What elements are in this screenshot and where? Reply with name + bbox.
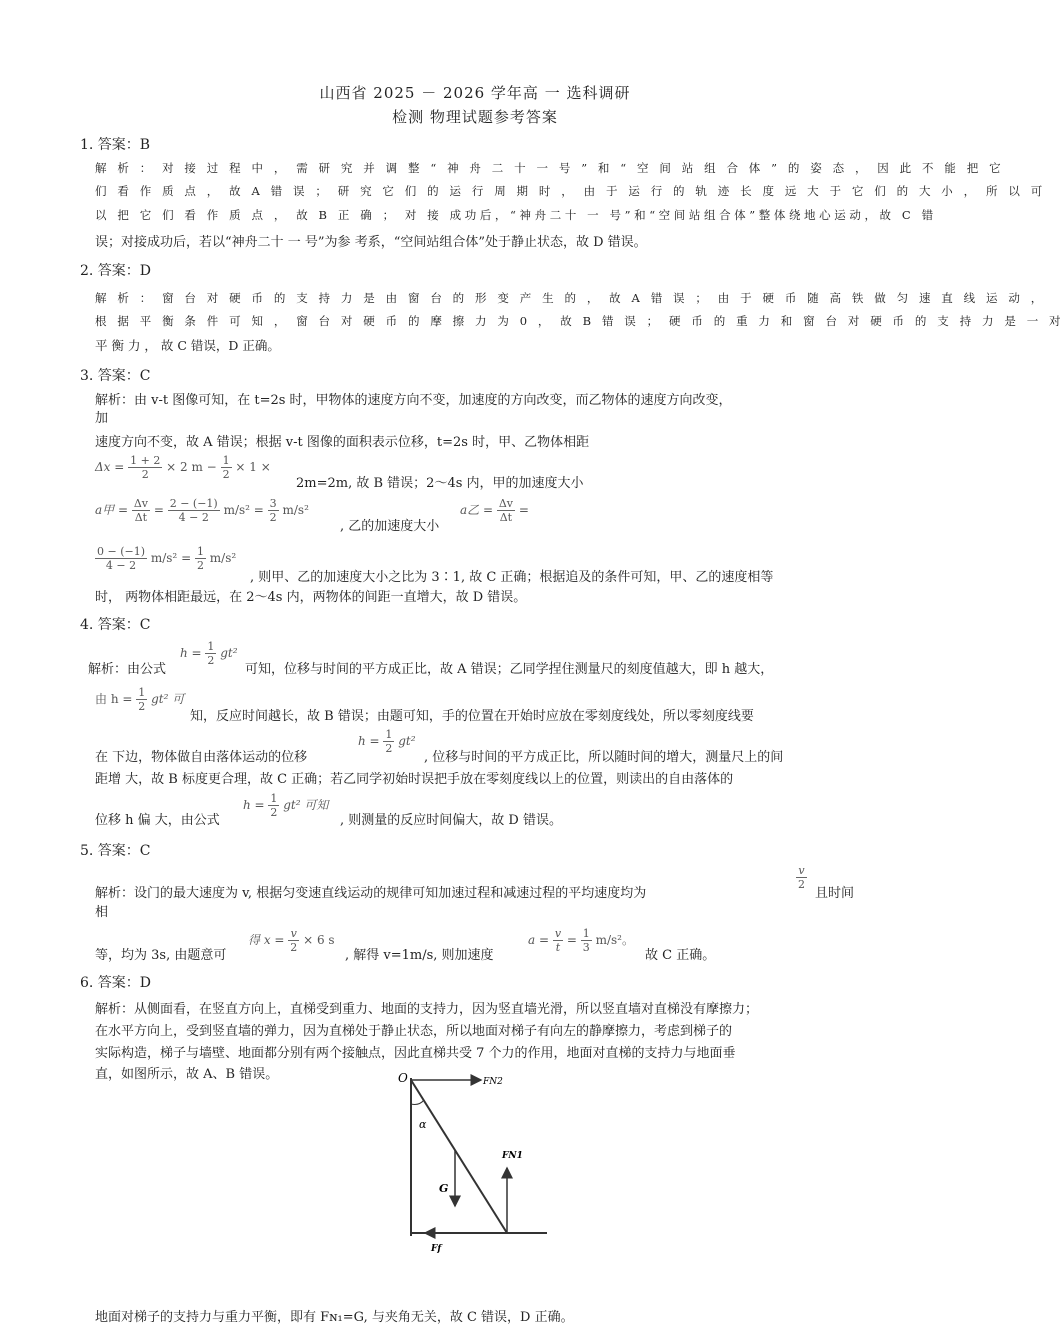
q3-line4: 2m=2m, 故 B 错误；2～4s 内，甲的加速度大小 [296, 476, 584, 491]
q1-line1: 解 析 ： 对 接 过 程 中 ， 需 研 究 并 调 整 “ 神 舟 二 十 一 号 ” 和 “ 空 间 站 组 合 体 ” 的 姿 态 ， 因 此 不 能 把 它 [95, 161, 1005, 175]
alpha-arc [411, 1100, 424, 1105]
q6-line3: 实际构造，梯子与墙壁、地面都分别有两个接触点，因此直梯共受 7 个力的作用，地面对直梯的支持力与地面垂 [95, 1046, 736, 1061]
q4-line3b: , 位移与时间的平方成正比，所以随时间的增大，测量尺上的间 [424, 750, 784, 765]
q4-line1b: 可知，位移与时间的平方成正比，故 A 错误；乙同学捏住测量尺的刻度值越大，即 h 越大， [245, 662, 774, 677]
label-g: G [439, 1182, 449, 1195]
label-ff: Ff [431, 1244, 442, 1254]
q6-answer: 6. 答案：D [80, 975, 152, 991]
q5-line3a: 等，均为 3s, 由题意可 [95, 948, 227, 963]
q6-line2: 在水平方向上，受到竖直墙的弹力，因为直梯处于静止状态，所以地面对梯子有向左的静摩擦力，考虑到梯子的 [95, 1024, 733, 1039]
q3-line7: 时， 两物体相距最远，在 2～4s 内，两物体的间距一直增大，故 D 错误。 [95, 590, 527, 605]
q4-formula-1: h = $\frac{1}{2}$ gt² [180, 640, 238, 667]
q3-formula-b: $\frac{0 - (-1)}{4 - 2}$ m/s² = $\frac{1}{2}$ m/s² [97, 545, 237, 572]
q3-answer: 3. 答案：C [80, 368, 151, 384]
q2-line3: 平 衡 力 ， 故 C 错误，D 正确。 [95, 338, 280, 353]
q4-answer: 4. 答案：C [80, 617, 151, 633]
label-o: O [398, 1071, 408, 1085]
q4-line4: 距增 大，故 B 标度更合理，故 C 正确；若乙同学初始时误把手放在零刻度线以上的位置，则读出的自由落体的 [95, 772, 734, 787]
q4-line5b: , 则测量的反应时间偏大，故 D 错误。 [340, 813, 562, 828]
q5-formula-x: 得 x = $\frac{v}{2}$ × 6 s [248, 927, 335, 954]
q6-line4: 直，如图所示，故 A、B 错误。 [95, 1067, 279, 1082]
ladder-force-diagram [395, 1068, 565, 1258]
q5-line2: 相 [95, 905, 109, 920]
q4-line5a: 位移 h 偏 大，由公式 [95, 813, 220, 828]
page-subtitle: 检测 物理试题参考答案 [392, 108, 558, 126]
q4-line2c: 知，反应时间越长，故 B 错误；由题可知，手的位置在开始时应放在零刻度线处，所以零刻度线要 [190, 709, 754, 724]
q2-line1: 解 析 ： 窗 台 对 硬 币 的 支 持 力 是 由 窗 台 的 形 变 产 生 的 ， 故 A 错 误 ； 由 于 硬 币 随 高 铁 做 匀 速 直 线 运 动 ， [95, 291, 1046, 305]
q3-formula-dx: Δx = $\frac{1 + 2}{2}$ × 2 m − $\frac{1}{2}$ × 1 × [95, 454, 271, 481]
q5-answer: 5. 答案：C [80, 843, 151, 859]
q4-formula-2: 由 h = $\frac{1}{2}$ gt² 可 [95, 686, 185, 713]
q3-line6: , 则甲、乙的加速度大小之比为 3∶1, 故 C 正确；根据追及的条件可知，甲、乙的速度相等 [250, 570, 774, 585]
q1-line3: 以 把 它 们 看 作 质 点 ， 故 B 正 确 ； 对 接 成功后，“神舟二十 一 号”和“空间站组合体”整体绕地心运动，故 C 错 [95, 208, 937, 222]
q4-formula-4: h = $\frac{1}{2}$ gt² 可知 [243, 792, 329, 819]
q5-formula-v2: $\frac{v}{2}$ [798, 864, 805, 891]
q6-line5: 地面对梯子的支持力与重力平衡，即有 Fɴ₁=G, 与夹角无关，故 C 错误，D 正确。 [95, 1310, 574, 1325]
q3-line3: 速度方向不变，故 A 错误；根据 v-t 图像的面积表示位移，t=2s 时，甲、乙物体相距 [95, 435, 590, 450]
label-alpha: α [419, 1118, 427, 1131]
q6-line1: 解析：从侧面看，在竖直方向上，直梯受到重力、地面的支持力，因为竖直墙光滑，所以竖直墙对直梯没有摩擦力； [95, 1002, 759, 1017]
q3-formula-a1: a甲 = $\frac{\Delta v}{\Delta t}$ = $\frac{2 - (-1)}{4 - 2}$ m/s² = $\frac{3}{2}$ m/s² [95, 497, 309, 524]
q5-formula-a: a = $\frac{v}{t}$ = $\frac{1}{3}$ m/s²。 [528, 927, 634, 954]
label-fn1: FN1 [502, 1151, 523, 1161]
page-title: 山西省 2025 － 2026 学年高 一 选科调研 [319, 84, 631, 102]
q1-line2: 们 看 作 质 点 ， 故 A 错 误 ； 研 究 它 们 的 运 行 周 期 时 ， 由 于 运 行 的 轨 迹 长 度 远 大 于 它 们 的 大 小 ， 所 以 可 [95, 184, 1046, 198]
ladder-line [411, 1080, 507, 1233]
q3-line2: 加 [95, 411, 109, 426]
q3-formula-a2: a乙 = $\frac{\Delta v}{\Delta t}$ = [460, 497, 529, 524]
q1-answer: 1. 答案：B [80, 137, 151, 153]
q2-line2: 根 据 平 衡 条 件 可 知 ， 窗 台 对 硬 币 的 摩 擦 力 为 0 ， 故 B 错 误 ； 硬 币 的 重 力 和 窗 台 对 硬 币 的 支 持 力 是 一 对 [95, 314, 1064, 328]
q5-line1b: 且时间 [815, 886, 855, 901]
label-fn2: FN2 [483, 1077, 503, 1087]
q4-line1a: 解析：由公式 [88, 662, 167, 677]
q1-line4: 误；对接成功后，若以“神舟二十 一 号”为参 考系，“空间站组合体”处于静止状态，故 D 错误。 [95, 235, 647, 250]
q5-line3c: 故 C 正确。 [645, 948, 716, 963]
q2-answer: 2. 答案：D [80, 263, 152, 279]
q5-line1: 解析：设门的最大速度为 v, 根据匀变速直线运动的规律可知加速过程和减速过程的平均速度均为 [95, 886, 647, 901]
q4-formula-3: h = $\frac{1}{2}$ gt² [358, 728, 416, 755]
q3-line1: 解析：由 v-t 图像可知，在 t=2s 时，甲物体的速度方向不变，加速度的方向改变，而乙物体的速度方向改变， [95, 393, 732, 408]
q3-line5: , 乙的加速度大小 [340, 519, 440, 534]
q5-line3b: , 解得 v=1m/s, 则加速度 [345, 948, 494, 963]
q4-line3a: 在 下边，物体做自由落体运动的位移 [95, 750, 308, 765]
